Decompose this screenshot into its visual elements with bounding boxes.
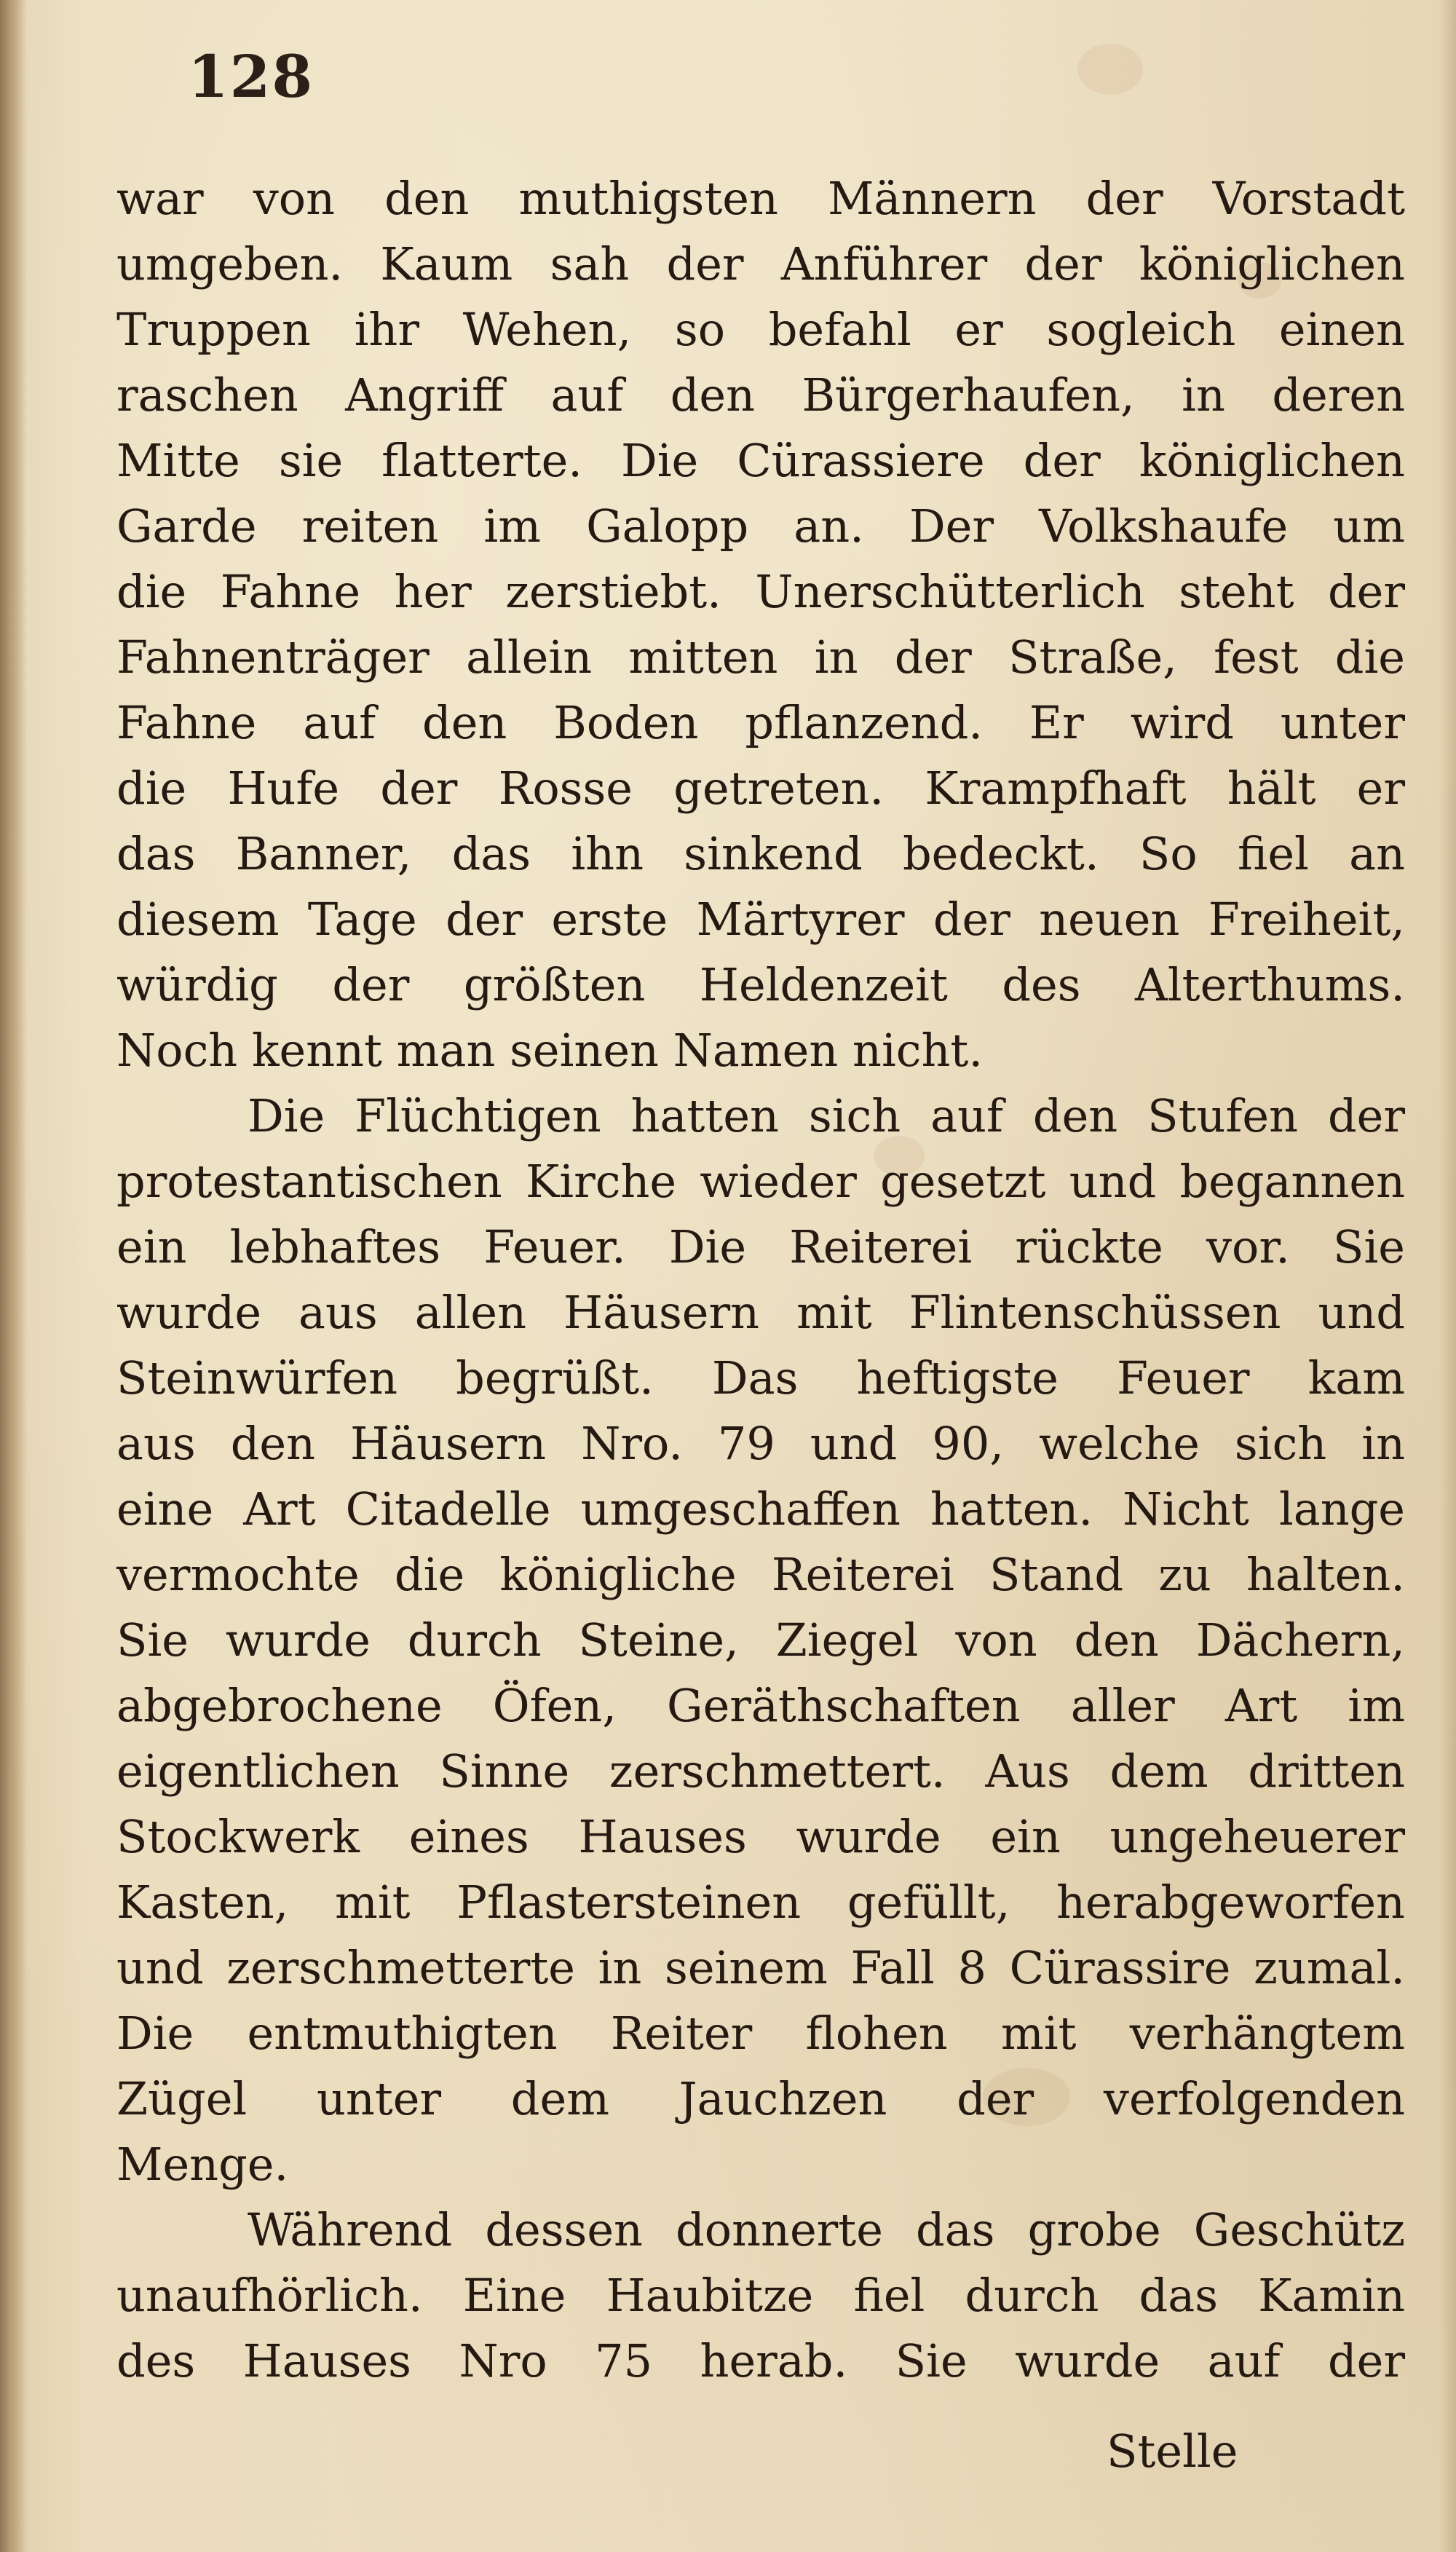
text-line: wurde aus allen Häusern mit Flintenschüssen und	[116, 1286, 1405, 1339]
text-line: Steinwürfen begrüßt. Das heftigste Feuer kam	[116, 1351, 1405, 1405]
text-line: das Banner, das ihn sinkend bedeckt. So fiel an	[116, 827, 1405, 880]
body-text	[116, 166, 1405, 2394]
text-line: vermochte die königliche Reiterei Stand zu halten.	[116, 1548, 1405, 1601]
text-line: diesem Tage der erste Märtyrer der neuen Freiheit,	[116, 893, 1405, 946]
paragraph-2	[116, 1083, 1405, 2197]
text-line: ein lebhaftes Feuer. Die Reiterei rückte vor. Sie	[116, 1220, 1405, 1273]
page-edge	[1439, 0, 1456, 2552]
paper-stain	[1077, 44, 1143, 95]
text-line: und zerschmetterte in seinem Fall 8 Cürassire zumal.	[116, 1941, 1405, 1994]
text-line: Fahne auf den Boden pflanzend. Er wird unter	[116, 696, 1405, 749]
text-line: Während dessen donnerte das grobe Geschütz	[248, 2203, 1405, 2256]
text-line: die Fahne her zerstiebt. Unerschütterlich steht der	[116, 565, 1405, 618]
text-line: Die Flüchtigen hatten sich auf den Stufen der	[248, 1089, 1405, 1142]
text-line: eine Art Citadelle umgeschaffen hatten. Nicht lange	[116, 1482, 1405, 1536]
text-line: die Hufe der Rosse getreten. Krampfhaft hält er	[116, 762, 1405, 815]
text-line: protestantischen Kirche wieder gesetzt und begannen	[116, 1155, 1405, 1208]
text-line: war von den muthigsten Männern der Vorstadt	[116, 172, 1405, 225]
text-line: Garde reiten im Galopp an. Der Volkshaufe um	[116, 499, 1405, 553]
text-line: Truppen ihr Wehen, so befahl er sogleich einen	[116, 303, 1405, 356]
page-number: 128	[188, 42, 314, 111]
text-line: aus den Häusern Nro. 79 und 90, welche sich in	[116, 1417, 1405, 1470]
gutter-shadow	[0, 0, 26, 2552]
text-line: Sie wurde durch Steine, Ziegel von den Dächern,	[116, 1613, 1405, 1667]
text-line: würdig der größten Heldenzeit des Alterthums.	[116, 958, 1405, 1011]
text-line: Die entmuthigten Reiter flohen mit verhängtem	[116, 2007, 1405, 2060]
text-line: Fahnenträger allein mitten in der Straße, fest die	[116, 631, 1405, 684]
text-line: Mitte sie flatterte. Die Cürassiere der königlichen	[116, 434, 1405, 487]
text-line: Menge.	[116, 2138, 289, 2191]
text-line: eigentlichen Sinne zerschmettert. Aus dem dritten	[116, 1745, 1405, 1798]
text-line: Noch kennt man seinen Namen nicht.	[116, 1024, 984, 1077]
text-line: Zügel unter dem Jauchzen der verfolgenden	[116, 2072, 1405, 2125]
text-line: unaufhörlich. Eine Haubitze fiel durch das Kamin	[116, 2269, 1405, 2322]
text-line: umgeben. Kaum sah der Anführer der königlichen	[116, 237, 1405, 291]
paragraph-3	[116, 2197, 1405, 2394]
text-line: des Hauses Nro 75 herab. Sie wurde auf der	[116, 2334, 1405, 2387]
catchword: Stelle	[1107, 2425, 1238, 2478]
paragraph-1	[116, 166, 1405, 1083]
text-line: Stockwerk eines Hauses wurde ein ungeheuerer	[116, 1810, 1405, 1863]
text-line: Kasten, mit Pflastersteinen gefüllt, herabgeworfen	[116, 1876, 1405, 1929]
text-line: raschen Angriff auf den Bürgerhaufen, in deren	[116, 368, 1405, 422]
text-line: abgebrochene Öfen, Geräthschaften aller Art im	[116, 1679, 1405, 1732]
